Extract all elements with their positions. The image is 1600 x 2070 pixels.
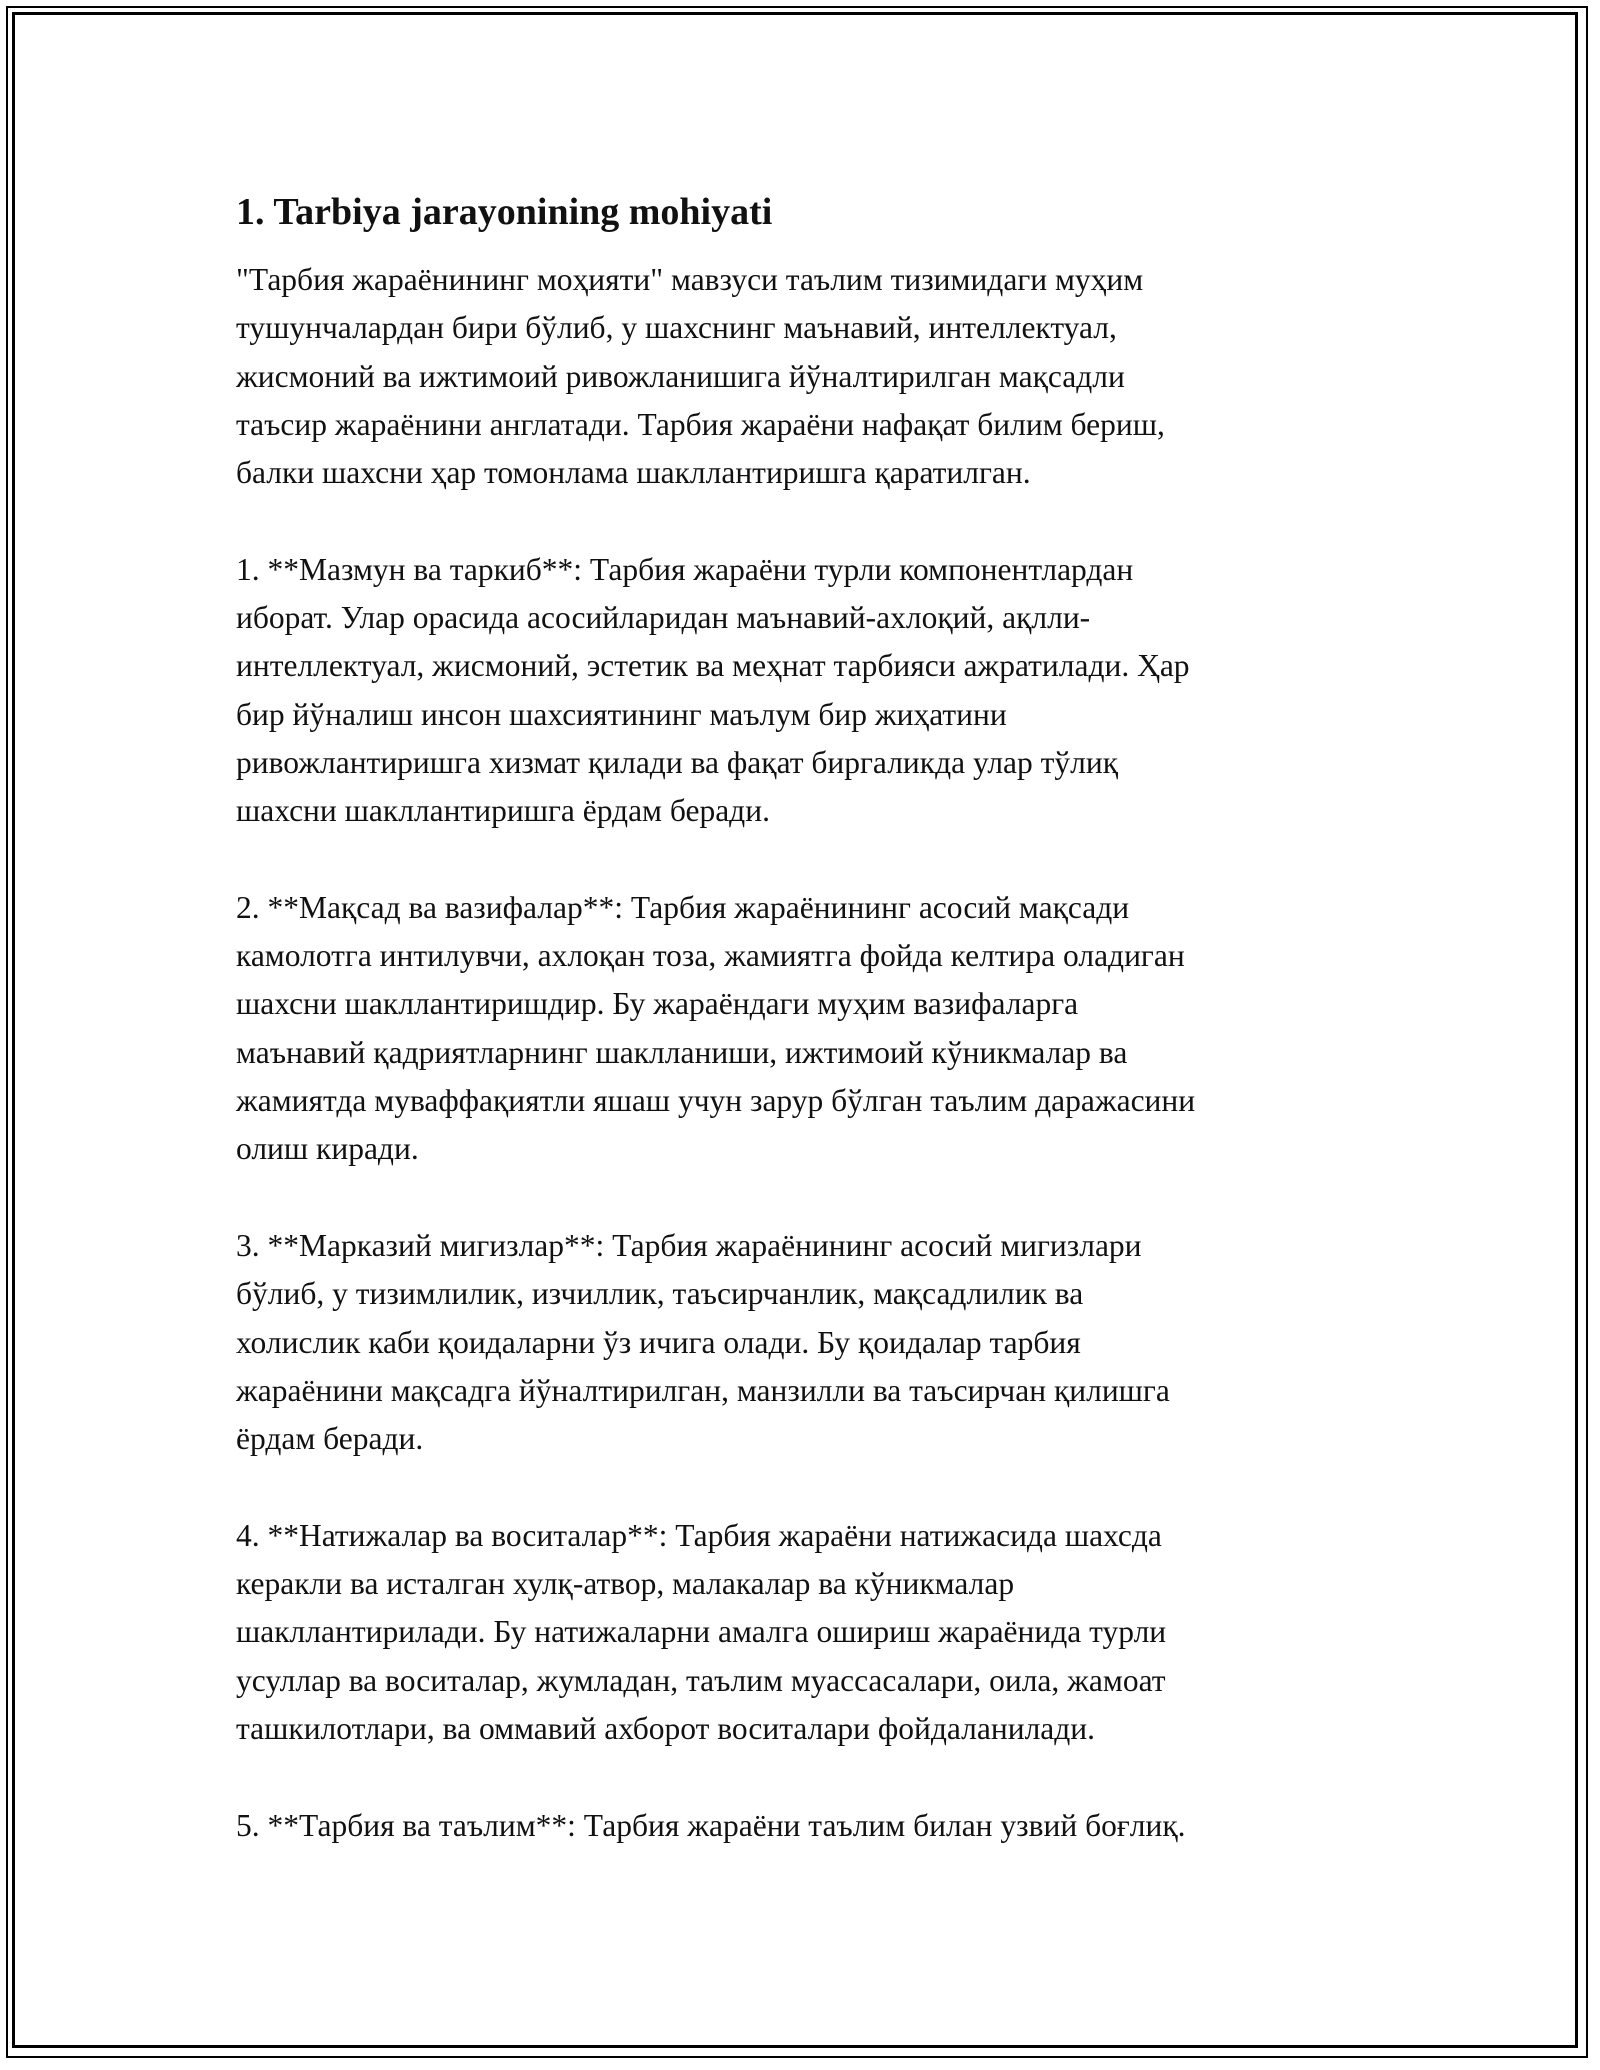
paragraph-spacer [236, 836, 1366, 884]
paragraph-line: жисмоний ва ижтимоий ривожланишига йўналтирилган мақсадли [236, 358, 1125, 394]
paragraph-spacer [236, 1753, 1366, 1801]
paragraph-spacer [236, 497, 1366, 545]
paragraph-line: ривожлантиришга хизмат қилади ва фақат биргаликда улар тўлиқ [236, 744, 1119, 780]
paragraph-line: 2. **Мақсад ва вазифалар**: Тарбия жараёнининг асосий мақсади [236, 889, 1130, 925]
paragraph-line: 5. **Тарбия ва таълим**: Тарбия жараёни таълим билан узвий боғлиқ. [236, 1807, 1186, 1843]
paragraph-item-4 [236, 1512, 1366, 1753]
document-heading: 1. Tarbiya jarayonining mohiyati [236, 191, 773, 233]
paragraph-line: 3. **Марказий мигизлар**: Тарбия жараёнининг асосий мигизлари [236, 1227, 1142, 1263]
paragraph-line: олиш киради. [236, 1131, 419, 1167]
paragraph-line: бўлиб, у тизимлилик, изчиллик, таъсирчанлик, мақсадлилик ва [236, 1276, 1084, 1312]
paragraph-line: таъсир жараёнини англатади. Тарбия жараёни нафақат билим бериш, [236, 406, 1165, 442]
paragraph-item-1 [236, 546, 1366, 836]
paragraph-spacer [236, 1463, 1366, 1511]
paragraph-line: тушунчалардан бири бўлиб, у шахснинг маънавий, интеллектуал, [236, 310, 1117, 346]
paragraph-line: 4. **Натижалар ва воситалар**: Тарбия жараёни натижасида шахсда [236, 1517, 1162, 1553]
paragraph-line: балки шахсни ҳар томонлама шакллантиришга қаратилган. [236, 455, 1031, 491]
paragraph-line: "Тарбия жараёнининг моҳияти" мавзуси таълим тизимидаги муҳим [236, 262, 1144, 297]
paragraph-intro [236, 256, 1366, 497]
paragraph-item-2 [236, 884, 1366, 1174]
paragraph-line: керакли ва исталган хулқ-атвор, малакалар ва кўникмалар [236, 1566, 1015, 1602]
paragraph-line: интеллектуал, жисмоний, эстетик ва меҳнат тарбияси ажратилади. Ҳар [236, 648, 1190, 684]
paragraph-item-5 [236, 1802, 1366, 1850]
paragraph-line: холислик каби қоидаларни ўз ичига олади. Бу қоидалар тарбия [236, 1324, 1081, 1360]
paragraph-line: иборат. Улар орасида асосийларидан маънавий-ахлоқий, ақлли- [236, 600, 1091, 636]
paragraph-line: ташкилотлари, ва оммавий ахборот воситалари фойдаланилади. [236, 1710, 1096, 1746]
paragraph-line: шакллантирилади. Бу натижаларни амалга ошириш жараёнида турли [236, 1614, 1167, 1650]
paragraph-spacer [236, 1174, 1366, 1222]
paragraph-line: бир йўналиш инсон шахсиятининг маълум бир жиҳатини [236, 696, 1007, 732]
paragraph-line: жараёнини мақсадга йўналтирилган, манзилли ва таъсирчан қилишга [236, 1372, 1170, 1408]
paragraph-line: маънавий қадриятларнинг шаклланиши, ижтимоий кўникмалар ва [236, 1034, 1128, 1070]
paragraph-line: камолотга интилувчи, ахлоқан тоза, жамиятга фойда келтира оладиган [236, 938, 1185, 974]
paragraph-line: жамиятда муваффақиятли яшаш учун зарур бўлган таълим даражасини [236, 1083, 1196, 1119]
paragraph-line: шахсни шакллантиришдир. Бу жараёндаги муҳим вазифаларга [236, 986, 1079, 1022]
document-body [236, 188, 1366, 1850]
paragraph-line: усуллар ва воситалар, жумладан, таълим муассасалари, оила, жамоат [236, 1662, 1166, 1698]
paragraph-line: 1. **Мазмун ва таркиб**: Тарбия жараёни турли компонентлардан [236, 551, 1134, 587]
paragraph-line: шахсни шакллантиришга ёрдам беради. [236, 793, 770, 829]
paragraph-item-3 [236, 1222, 1366, 1463]
paragraph-line: ёрдам беради. [236, 1421, 424, 1457]
